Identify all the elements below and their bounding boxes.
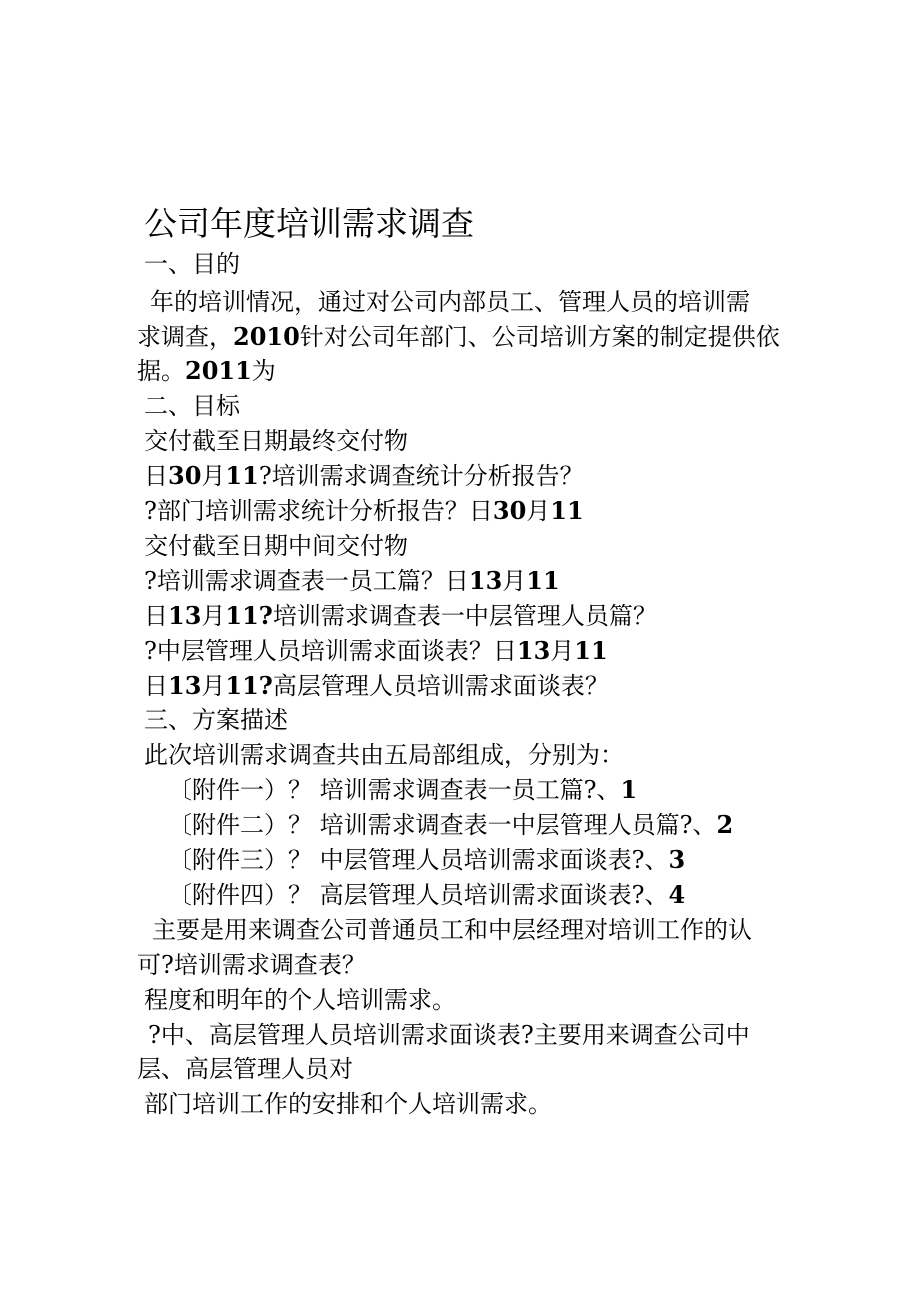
- attachment-number: 3: [668, 845, 686, 874]
- final-deliverable-1: [144, 462, 584, 490]
- mid-deliverable-2: [144, 602, 657, 630]
- date-number: 13: [168, 671, 202, 700]
- date-number: 11?: [225, 601, 273, 630]
- purpose-line-3: [137, 357, 276, 385]
- document-title: 公司年度培训需求调查: [144, 204, 474, 243]
- paragraph-1-line-1: 主要是用来调查公司普通员工和中层经理对培训工作的认: [152, 916, 752, 944]
- text-run: 月: [550, 637, 575, 665]
- text-run: 月: [201, 602, 226, 630]
- text-run: 月: [526, 497, 551, 525]
- date-number: 30: [168, 461, 202, 490]
- text-run: ?培训需求调查统计分析报告？: [258, 462, 584, 490]
- mid-deliverable-3: [144, 637, 608, 665]
- text-run: ?培训需求调查表一员工篇？日: [144, 567, 469, 595]
- attachment-number: 1: [620, 775, 638, 804]
- text-run: 高层管理人员培训需求面谈表？: [272, 672, 609, 700]
- final-deliverable-2: [144, 497, 584, 525]
- mid-deliverables-header: 交付截至日期中间交付物: [144, 532, 408, 560]
- year-2011: 2011: [185, 356, 252, 385]
- date-number: 13: [168, 601, 202, 630]
- text-run: ?中层管理人员培训需求面谈表？日: [144, 637, 517, 665]
- purpose-line-1: 年的培训情况，通过对公司内部员工、管理人员的培训需: [150, 288, 750, 316]
- final-deliverables-header: 交付截至日期最终交付物: [144, 427, 408, 455]
- text-run: 月: [502, 567, 527, 595]
- text-run: 为: [251, 357, 276, 385]
- section-heading-purpose: 一、目的: [144, 250, 240, 278]
- attachment-number: 2: [716, 810, 734, 839]
- text-run: 求调查，: [137, 323, 233, 351]
- text-run: 日: [144, 672, 168, 700]
- paragraph-2-line-1: ?中、高层管理人员培训需求面谈表?主要用来调查公司中: [148, 1021, 750, 1049]
- plan-intro: 此次培训需求调查共由五局部组成，分别为：: [144, 741, 624, 769]
- date-number: 13: [468, 566, 503, 595]
- paragraph-2-line-3: 部门培训工作的安排和个人培训需求。: [144, 1090, 552, 1118]
- attachment-3: [168, 846, 685, 874]
- text-run: 月: [201, 672, 226, 700]
- mid-deliverable-1: [144, 567, 560, 595]
- text-run: 〔附件二）？ 培训需求调查表一中层管理人员篇?、: [168, 811, 717, 839]
- date-number: 30: [492, 496, 527, 525]
- text-run: 针对公司年部门、公司培训方案的制定提供依: [299, 323, 780, 351]
- text-run: 日: [144, 462, 168, 490]
- text-run: 〔附件三）？ 中层管理人员培训需求面谈表?、: [168, 846, 669, 874]
- text-run: 〔附件四）？ 高层管理人员培训需求面谈表?、: [168, 881, 669, 909]
- date-number: 11: [225, 461, 259, 490]
- year-2010: 2010: [233, 322, 300, 351]
- text-run: 培训需求调查表一中层管理人员篇？: [272, 602, 657, 630]
- section-heading-goals: 二、目标: [144, 392, 240, 420]
- attachment-number: 4: [668, 880, 686, 909]
- text-run: ?部门培训需求统计分析报告？日: [144, 497, 493, 525]
- text-run: 据。: [137, 357, 185, 385]
- text-run: 〔附件一）？ 培训需求调查表一员工篇?、: [168, 776, 621, 804]
- text-run: 月: [201, 462, 226, 490]
- attachment-2: [168, 811, 733, 839]
- mid-deliverable-4: [144, 672, 609, 700]
- date-number: 13: [516, 636, 551, 665]
- date-number: 11: [526, 566, 560, 595]
- attachment-1: [168, 776, 637, 804]
- date-number: 11: [574, 636, 608, 665]
- paragraph-1-line-2: 可?培训需求调查表？: [137, 951, 366, 979]
- purpose-line-2: [137, 323, 780, 351]
- date-number: 11?: [225, 671, 273, 700]
- date-number: 11: [550, 496, 584, 525]
- paragraph-2-line-2: 层、高层管理人员对: [137, 1055, 353, 1083]
- paragraph-1-line-3: 程度和明年的个人培训需求。: [144, 986, 456, 1014]
- attachment-4: [168, 881, 685, 909]
- section-heading-plan: 三、方案描述: [144, 706, 288, 734]
- text-run: 日: [144, 602, 168, 630]
